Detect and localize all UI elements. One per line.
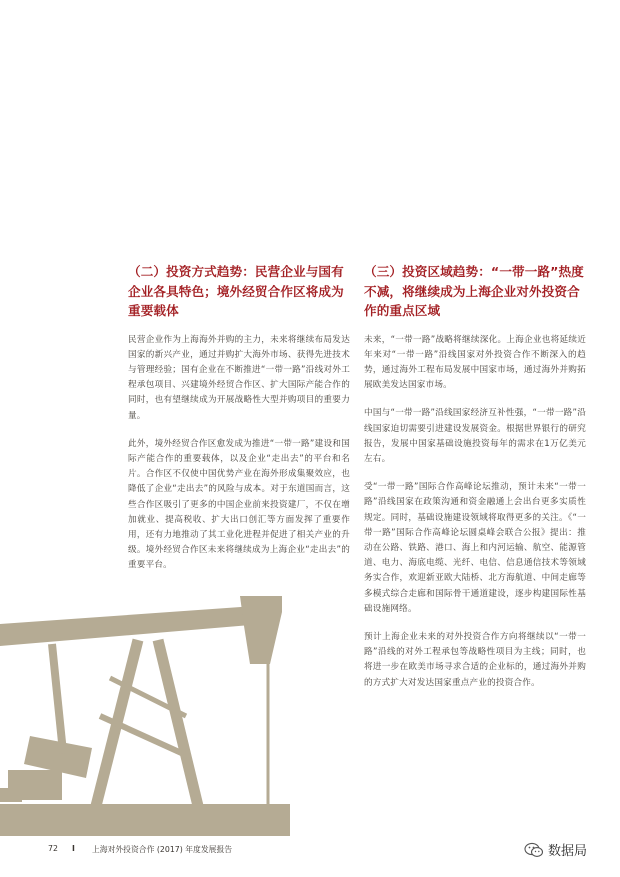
left-paragraph-1: 民营企业作为上海海外并购的主力，未来将继续布局发达国家的新兴产业，通过并购扩大海外市场、获得先进技术与管理经验；国有企业在不断推进“一带一路”沿线对外工程承包项目、兴建境外经贸合作区、扩大国际产能合作的同时，也有望继续成为开展战略性大型并购项目的重要力量。 (128, 334, 350, 421)
left-column (128, 262, 350, 587)
right-column (364, 262, 586, 704)
section-heading-investment-region: （三）投资区域趋势：“一带一路”热度不减，将继续成为上海企业对外投资合作的重点区域 (364, 264, 584, 318)
right-paragraph-4: 预计上海企业未来的对外投资合作方向将继续以“一带一路”沿线的对外工程承包等战略性项目为主线；同时，也将进一步在欧美市场寻求合适的企业标的，通过海外并购的方式扩大对发达国家重点产业的投资合作。 (364, 631, 586, 688)
brand-watermark (524, 840, 587, 859)
page-footer (0, 836, 620, 870)
wechat-icon (524, 842, 544, 858)
brand-name: 数据局 (548, 844, 588, 859)
left-paragraph-2: 此外，境外经贸合作区愈发成为推进“一带一路”建设和国际产能合作的重要载体，以及企业“走出去”的平台和名片。合作区不仅使中国优势产业在海外形成集聚效应，也降低了企业“走出去”的风险与成本。对于东道国而言，这些合作区吸引了更多的中国企业前来投资建厂，不仅在增加就业、提高税收、扩大出口创汇等方面发挥了重要作用，还有力地推动了其工业化进程并促进了相关产业的升级。境外经贸合作区未来将继续成为上海企业“走出去”的重要平台。 (128, 438, 350, 571)
right-paragraph-3: 受“一带一路”国际合作高峰论坛推动，预计未来“一带一路”沿线国家在政策沟通和资金融通上会出台更多实质性规定。同时，基础设施建设领域将取得更多的关注。《“一带一路”国际合作高峰论坛圆桌峰会联合公报》提出：推动在公路、铁路、港口、海上和内河运输、航空、能源管道、电力、海底电缆、光纤、电信、信息通信技术等领域务实合作，欢迎新亚欧大陆桥、北方海航道、中间走廊等多模式综合走廊和国际骨干通道建设，逐步构建国际性基础设施网络。 (364, 482, 586, 614)
footer-separator: I (72, 844, 75, 853)
right-paragraph-1: 未来，“一带一路”战略将继续深化。上海企业也将延续近年来对“一带一路”沿线国家对外投资合作不断深入的趋势，通过海外工程布局发展中国家市场，通过海外并购拓展欧美发达国家市场。 (364, 334, 586, 391)
right-paragraph-2: 中国与“一带一路”沿线国家经济互补性强，“一带一路”沿线国家迫切需要引进建设发展资金。根据世界银行的研究报告，发展中国家基础设施投资每年的需求在1万亿美元左右。 (364, 408, 586, 464)
section-heading-investment-method: （二）投资方式趋势：民营企业与国有企业各具特色；境外经贸合作区将成为重要载体 (128, 264, 344, 318)
page-number: 72 (48, 844, 58, 853)
oil-pumpjack-illustration (0, 566, 290, 836)
report-title: 上海对外投资合作 (2017) 年度发展报告 (92, 845, 233, 854)
